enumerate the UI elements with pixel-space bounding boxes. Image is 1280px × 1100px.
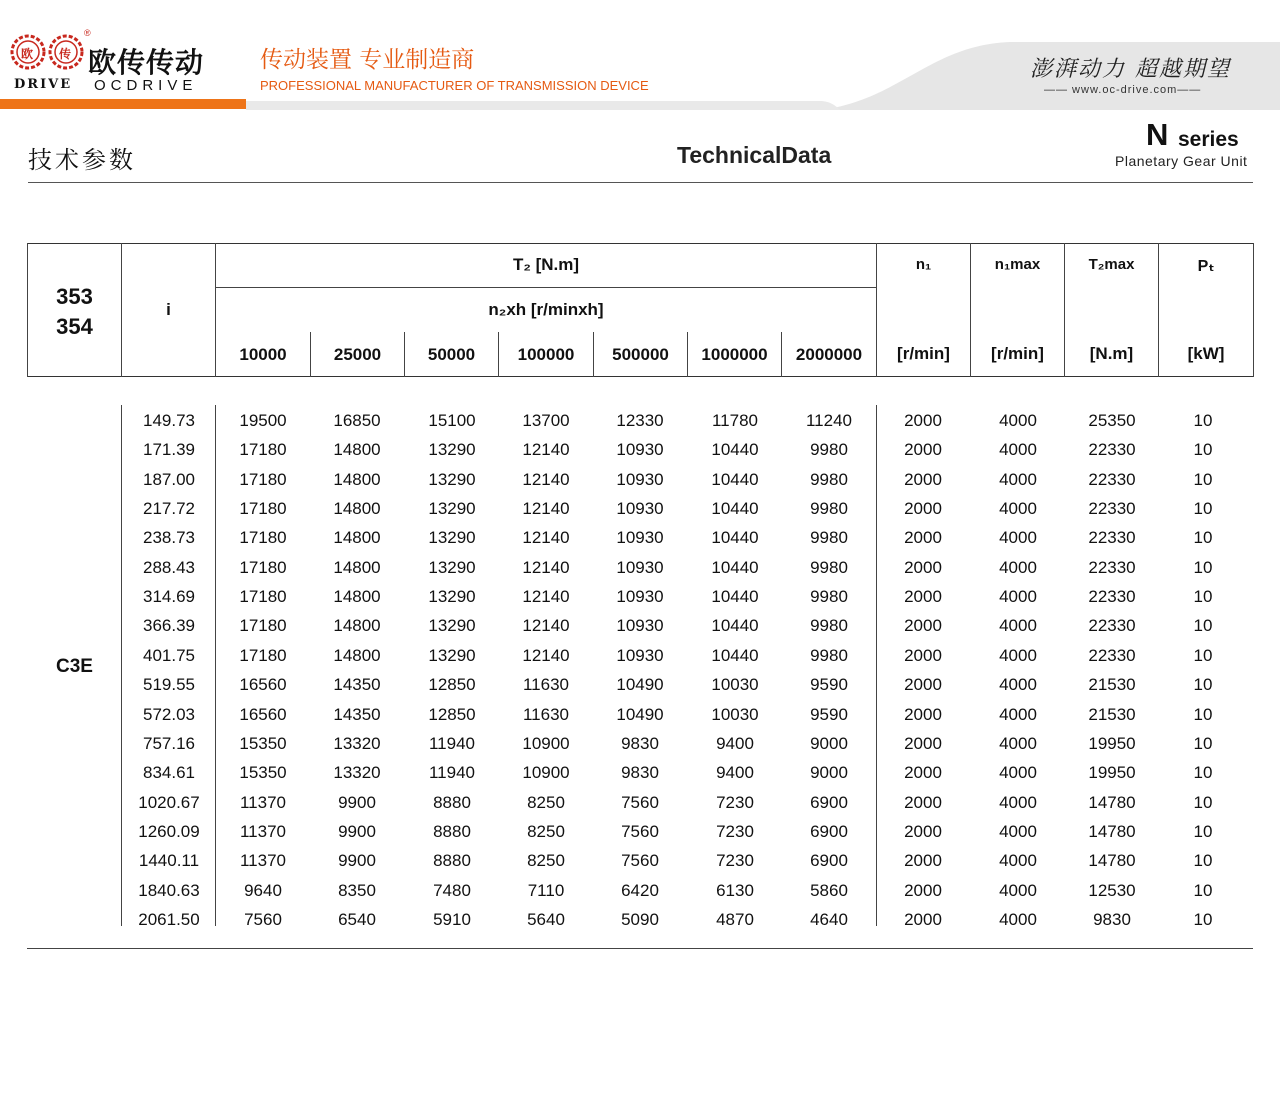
cell-t2-1000000: 9400 (716, 733, 754, 753)
cell-pt: 10 (1193, 645, 1213, 665)
cell-t2-2000000: 9980 (810, 557, 848, 577)
cell-t2max: 22330 (1088, 645, 1136, 665)
cell-t2-25000: 14800 (333, 499, 381, 519)
body-divider-hours (215, 405, 216, 926)
cell-t2-10000: 11370 (239, 851, 286, 871)
model-number-353: 353 (56, 284, 93, 309)
group-label-c3e: C3E (56, 656, 93, 677)
cell-n1: 2000 (904, 675, 942, 695)
cell-n1max: 4000 (999, 616, 1037, 636)
cell-t2-1000000: 10440 (711, 499, 759, 519)
cell-t2-50000: 13290 (428, 616, 476, 636)
cell-ratio: 187.00 (143, 469, 195, 489)
cell-n1: 2000 (904, 851, 942, 871)
cell-t2-50000: 11940 (428, 733, 475, 753)
cell-t2-25000: 13320 (333, 763, 381, 783)
cell-t2-500000: 10490 (616, 675, 664, 695)
cell-t2-50000: 8880 (433, 821, 471, 841)
tagline-chinese: 澎湃动力 超越期望 (1030, 57, 1231, 82)
page-header (0, 0, 1280, 110)
title-divider (28, 182, 1253, 183)
cell-n1max: 4000 (999, 909, 1037, 929)
cell-t2-2000000: 9980 (810, 528, 848, 548)
cell-pt: 10 (1193, 851, 1213, 871)
cell-ratio: 366.39 (143, 616, 195, 636)
cell-t2-100000: 5640 (527, 909, 565, 929)
cell-n1: 2000 (904, 440, 942, 460)
cell-t2-500000: 9830 (621, 733, 659, 753)
cell-n1max: 4000 (999, 469, 1037, 489)
cell-ratio: 1840.63 (138, 880, 200, 900)
cell-pt: 10 (1193, 909, 1213, 929)
cell-pt: 10 (1193, 880, 1213, 900)
cell-t2-25000: 14800 (333, 645, 381, 665)
cell-t2-10000: 17180 (239, 499, 287, 519)
cell-t2-25000: 14350 (333, 675, 381, 695)
cell-pt: 10 (1193, 499, 1213, 519)
cell-n1: 2000 (904, 733, 942, 753)
cell-pt: 10 (1193, 821, 1213, 841)
cell-t2-500000: 6420 (621, 880, 659, 900)
cell-t2-50000: 13290 (428, 557, 476, 577)
cell-t2-1000000: 10440 (711, 616, 759, 636)
cell-n1max: 4000 (999, 704, 1037, 724)
cell-t2-100000: 11630 (522, 675, 569, 695)
website-url: —— www.oc-drive.com—— (1044, 84, 1202, 96)
cell-t2-2000000: 9980 (810, 440, 848, 460)
cell-n1max: 4000 (999, 411, 1037, 430)
cell-n1: 2000 (904, 469, 942, 489)
slogan-chinese: 传动装置 专业制造商 (260, 47, 475, 73)
cell-ratio: 288.43 (143, 557, 195, 577)
cell-t2max: 14780 (1088, 792, 1136, 812)
cell-t2-10000: 19500 (239, 411, 287, 430)
n1max-unit: [r/min] (991, 344, 1044, 363)
cell-t2-100000: 12140 (522, 587, 570, 607)
cell-t2max: 22330 (1088, 499, 1136, 519)
table-header-bottom-border (27, 376, 1253, 377)
cell-n1max: 4000 (999, 880, 1037, 900)
pt-header: Pₜ (1197, 258, 1215, 275)
cell-t2-2000000: 6900 (810, 821, 848, 841)
cell-t2-500000: 10930 (616, 469, 664, 489)
cell-pt: 10 (1193, 411, 1213, 430)
logo-english-right: OCDRIVE (94, 77, 198, 94)
pt-unit: [kW] (1187, 344, 1225, 363)
cell-pt: 10 (1193, 733, 1213, 753)
cell-t2-50000: 11940 (428, 763, 475, 783)
cell-t2-500000: 10930 (616, 616, 664, 636)
cell-t2-25000: 6540 (338, 909, 376, 929)
cell-n1: 2000 (904, 645, 942, 665)
cell-t2-25000: 14800 (333, 557, 381, 577)
cell-t2-2000000: 9980 (810, 499, 848, 519)
cell-t2-100000: 10900 (522, 763, 570, 783)
cell-t2-2000000: 9980 (810, 616, 848, 636)
cell-t2max: 22330 (1088, 587, 1136, 607)
cell-t2-10000: 7560 (244, 909, 282, 929)
cell-t2-2000000: 9590 (810, 704, 848, 724)
cell-t2-25000: 16850 (333, 411, 381, 430)
cell-t2max: 21530 (1088, 704, 1136, 724)
n1-unit: [r/min] (897, 344, 950, 363)
cell-t2-500000: 12330 (616, 411, 664, 430)
cell-t2-1000000: 10440 (711, 440, 759, 460)
cell-t2-10000: 17180 (239, 469, 287, 489)
table-top-border (27, 243, 1253, 244)
cell-ratio: 238.73 (143, 528, 195, 548)
cell-t2-10000: 17180 (239, 587, 287, 607)
cell-t2-1000000: 10440 (711, 557, 759, 577)
body-divider-n1 (876, 405, 877, 926)
cell-t2max: 22330 (1088, 440, 1136, 460)
cell-t2-1000000: 10030 (711, 704, 759, 724)
cell-t2-2000000: 9000 (810, 733, 848, 753)
cell-n1max: 4000 (999, 763, 1037, 783)
cell-t2-2000000: 9980 (810, 469, 848, 489)
cell-t2-500000: 10930 (616, 587, 664, 607)
cell-t2-50000: 13290 (428, 469, 476, 489)
cell-n1: 2000 (904, 557, 942, 577)
series-subtitle: Planetary Gear Unit (1115, 153, 1248, 169)
cell-t2-2000000: 9000 (810, 763, 848, 783)
cell-n1: 2000 (904, 880, 942, 900)
cell-n1: 2000 (904, 616, 942, 636)
cell-t2max: 22330 (1088, 469, 1136, 489)
cell-t2-25000: 9900 (338, 821, 376, 841)
body-divider-ratio (121, 405, 122, 926)
cell-pt: 10 (1193, 675, 1213, 695)
cell-t2-500000: 10930 (616, 645, 664, 665)
cell-t2-10000: 17180 (239, 557, 287, 577)
cell-t2-25000: 14800 (333, 587, 381, 607)
cell-t2-500000: 9830 (621, 763, 659, 783)
cell-t2-1000000: 4870 (716, 909, 754, 929)
hours-500000: 500000 (612, 345, 669, 364)
cell-t2-10000: 11370 (239, 792, 286, 812)
cell-n1max: 4000 (999, 557, 1037, 577)
cell-t2-2000000: 6900 (810, 851, 848, 871)
cell-pt: 10 (1193, 616, 1213, 636)
cell-t2-10000: 17180 (239, 440, 287, 460)
cell-t2-500000: 10930 (616, 557, 664, 577)
cell-t2-50000: 13290 (428, 499, 476, 519)
t2-header: T₂ [N.m] (512, 255, 580, 274)
company-logo (10, 28, 242, 94)
cell-t2max: 25350 (1088, 411, 1136, 430)
cell-t2-50000: 8880 (433, 851, 471, 871)
cell-ratio: 1020.67 (138, 792, 200, 812)
cell-t2max: 14780 (1088, 821, 1136, 841)
cell-pt: 10 (1193, 528, 1213, 548)
section-title-chinese: 技术参数 (28, 146, 136, 174)
cell-ratio: 572.03 (143, 704, 195, 724)
cell-t2-100000: 11630 (522, 704, 569, 724)
cell-t2-100000: 10900 (522, 733, 570, 753)
cell-t2max: 22330 (1088, 528, 1136, 548)
cell-t2-500000: 10930 (616, 499, 664, 519)
cell-n1: 2000 (904, 528, 942, 548)
cell-t2-50000: 13290 (428, 587, 476, 607)
hours-2000000: 2000000 (795, 345, 863, 364)
cell-t2-500000: 10490 (616, 704, 664, 724)
cell-n1: 2000 (904, 499, 942, 519)
cell-t2max: 19950 (1088, 733, 1136, 753)
cell-t2-2000000: 9980 (810, 587, 848, 607)
cell-ratio: 171.39 (143, 440, 195, 460)
cell-t2-10000: 11370 (239, 821, 286, 841)
cell-t2-50000: 15100 (428, 411, 476, 430)
cell-t2-10000: 9640 (244, 880, 282, 900)
logo-chinese-name: 欧传传动 (88, 46, 205, 79)
cell-t2-100000: 12140 (522, 469, 570, 489)
cell-t2-100000: 8250 (527, 851, 565, 871)
n1-header: n₁ (915, 256, 932, 273)
cell-ratio: 314.69 (143, 587, 195, 607)
cell-t2-1000000: 10440 (711, 528, 759, 548)
cell-t2-1000000: 10440 (711, 469, 759, 489)
cell-n1max: 4000 (999, 675, 1037, 695)
cell-n1max: 4000 (999, 440, 1037, 460)
section-title-english: TechnicalData (677, 142, 832, 168)
cell-t2-25000: 9900 (338, 792, 376, 812)
cell-t2-50000: 12850 (428, 675, 476, 695)
cell-n1: 2000 (904, 763, 942, 783)
cell-t2-100000: 12140 (522, 528, 570, 548)
cell-t2-500000: 10930 (616, 440, 664, 460)
cell-t2max: 12530 (1088, 880, 1136, 900)
hours-100000: 100000 (517, 345, 575, 364)
cell-t2-100000: 12140 (522, 440, 570, 460)
cell-t2-1000000: 7230 (716, 821, 754, 841)
cell-t2-500000: 10930 (616, 528, 664, 548)
cell-ratio: 1260.09 (138, 821, 200, 841)
cell-t2-500000: 7560 (621, 851, 659, 871)
cell-ratio: 217.72 (143, 499, 195, 519)
n2xh-header: n₂xh [r/minxh] (488, 300, 604, 319)
cell-pt: 10 (1193, 704, 1213, 724)
cell-t2-2000000: 11240 (805, 411, 852, 430)
cell-t2-10000: 16560 (239, 675, 287, 695)
cell-t2-100000: 12140 (522, 645, 570, 665)
cell-ratio: 2061.50 (138, 909, 200, 929)
cell-n1max: 4000 (999, 499, 1037, 519)
cell-n1: 2000 (904, 792, 942, 812)
cell-t2-25000: 13320 (333, 733, 381, 753)
table-bottom-border (27, 948, 1253, 949)
cell-ratio: 834.61 (143, 763, 195, 783)
cell-n1: 2000 (904, 704, 942, 724)
cell-n1max: 4000 (999, 851, 1037, 871)
slogan-english: PROFESSIONAL MANUFACTURER OF TRANSMISSION DEVICE (260, 78, 649, 93)
cell-t2-100000: 8250 (527, 821, 565, 841)
header-right-border (1253, 243, 1254, 377)
cell-ratio: 1440.11 (138, 851, 200, 871)
cell-t2-500000: 7560 (621, 821, 659, 841)
cell-ratio: 519.55 (143, 675, 195, 695)
logo-english-left: DRIVE (14, 77, 73, 92)
cell-ratio: 149.73 (143, 411, 195, 430)
cell-t2-50000: 5910 (433, 909, 471, 929)
cell-t2-2000000: 9980 (810, 645, 848, 665)
cell-t2-10000: 15350 (239, 733, 287, 753)
registered-mark: ® (84, 28, 91, 38)
cell-n1: 2000 (904, 909, 942, 929)
cell-t2max: 21530 (1088, 675, 1136, 695)
cell-t2max: 9830 (1093, 909, 1131, 929)
cell-t2max: 22330 (1088, 616, 1136, 636)
cell-t2max: 22330 (1088, 557, 1136, 577)
cell-t2max: 19950 (1088, 763, 1136, 783)
t2max-header: T₂max (1088, 256, 1135, 273)
cell-t2-100000: 7110 (527, 880, 565, 900)
cell-ratio: 401.75 (143, 645, 195, 665)
cell-ratio: 757.16 (143, 733, 195, 753)
cell-pt: 10 (1193, 469, 1213, 489)
logo-badge-right: 传 (59, 47, 72, 61)
cell-t2-2000000: 4640 (810, 909, 848, 929)
cell-t2-1000000: 7230 (716, 792, 754, 812)
cell-t2-25000: 14350 (333, 704, 381, 724)
cell-t2-25000: 8350 (338, 880, 376, 900)
cell-t2-100000: 12140 (522, 499, 570, 519)
ratio-header: i (166, 300, 171, 319)
hours-50000: 50000 (427, 345, 476, 364)
cell-t2-2000000: 9590 (810, 675, 848, 695)
orange-accent-bar (0, 99, 246, 109)
cell-t2-25000: 14800 (333, 440, 381, 460)
cell-n1max: 4000 (999, 645, 1037, 665)
cell-t2-1000000: 10440 (711, 587, 759, 607)
cell-t2-2000000: 5860 (810, 880, 848, 900)
cell-t2-10000: 16560 (239, 704, 287, 724)
cell-t2-1000000: 10030 (711, 675, 759, 695)
cell-n1max: 4000 (999, 792, 1037, 812)
cell-t2-50000: 7480 (433, 880, 471, 900)
n1max-header: n₁max (994, 256, 1041, 273)
cell-t2-25000: 14800 (333, 616, 381, 636)
series-word: series (1178, 128, 1239, 151)
cell-t2max: 14780 (1088, 851, 1136, 871)
cell-n1max: 4000 (999, 587, 1037, 607)
cell-n1max: 4000 (999, 733, 1037, 753)
cell-t2-50000: 8880 (433, 792, 471, 812)
cell-t2-100000: 12140 (522, 616, 570, 636)
cell-t2-500000: 7560 (621, 792, 659, 812)
hours-1000000: 1000000 (701, 345, 768, 364)
cell-t2-50000: 13290 (428, 528, 476, 548)
cell-t2-1000000: 7230 (716, 851, 754, 871)
hours-10000: 10000 (239, 345, 287, 364)
cell-n1: 2000 (904, 411, 942, 430)
cell-t2-10000: 17180 (239, 645, 287, 665)
cell-t2-1000000: 10440 (711, 645, 759, 665)
cell-pt: 10 (1193, 557, 1213, 577)
hours-25000: 25000 (333, 345, 382, 364)
cell-t2-1000000: 11780 (711, 411, 758, 430)
cell-t2-50000: 12850 (428, 704, 476, 724)
cell-t2-10000: 15350 (239, 763, 287, 783)
t2-underline (215, 287, 877, 288)
cell-pt: 10 (1193, 440, 1213, 460)
model-number-354: 354 (56, 314, 93, 339)
cell-t2-25000: 14800 (333, 469, 381, 489)
cell-n1max: 4000 (999, 528, 1037, 548)
cell-t2-1000000: 6130 (716, 880, 754, 900)
cell-t2-10000: 17180 (239, 616, 287, 636)
cell-pt: 10 (1193, 763, 1213, 783)
cell-pt: 10 (1193, 792, 1213, 812)
cell-n1: 2000 (904, 587, 942, 607)
series-letter: N (1146, 117, 1169, 152)
cell-n1: 2000 (904, 821, 942, 841)
cell-t2-100000: 13700 (522, 411, 570, 430)
cell-t2-50000: 13290 (428, 440, 476, 460)
logo-badge-left: 欧 (21, 47, 34, 61)
cell-t2-10000: 17180 (239, 528, 287, 548)
cell-t2-100000: 8250 (527, 792, 565, 812)
cell-n1max: 4000 (999, 821, 1037, 841)
cell-t2-500000: 5090 (621, 909, 659, 929)
cell-t2-2000000: 6900 (810, 792, 848, 812)
t2max-unit: [N.m] (1089, 344, 1134, 363)
cell-t2-25000: 14800 (333, 528, 381, 548)
cell-t2-100000: 12140 (522, 557, 570, 577)
cell-pt: 10 (1193, 587, 1213, 607)
cell-t2-1000000: 9400 (716, 763, 754, 783)
cell-t2-25000: 9900 (338, 851, 376, 871)
cell-t2-50000: 13290 (428, 645, 476, 665)
